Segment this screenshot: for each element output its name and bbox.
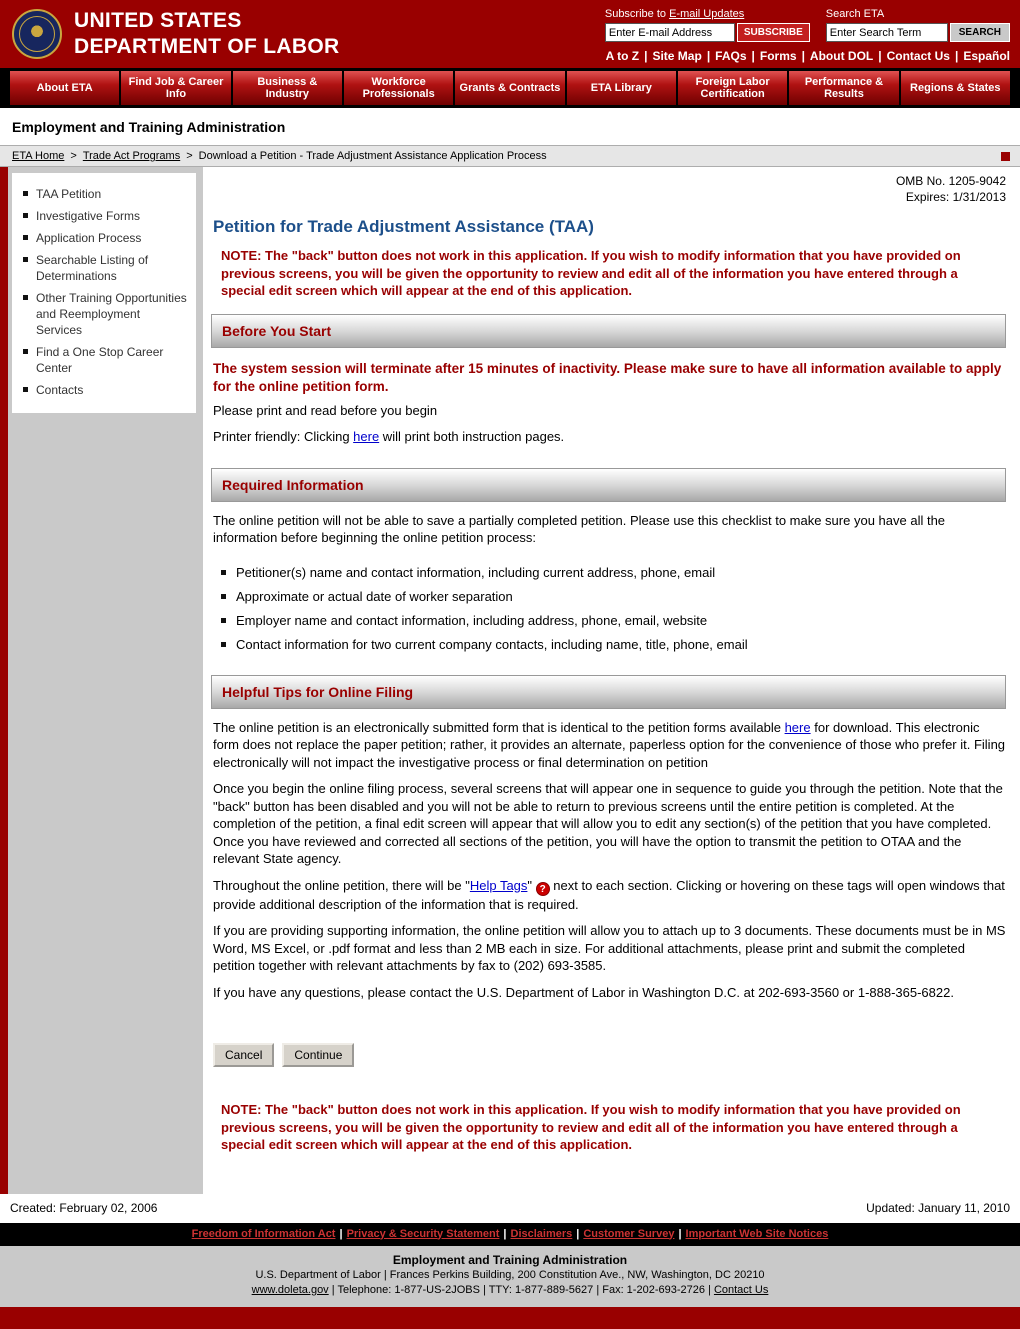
bullet-square-icon [23,213,28,218]
sidebar-item-label: Contacts [36,383,84,397]
primary-nav [0,68,1020,108]
link-important-notices[interactable]: Important Web Site Notices [685,1227,829,1240]
breadcrumb [0,145,1020,167]
tips-paragraph-3 [211,877,1006,914]
bullet-square-icon [221,570,226,575]
created-date: Created: February 02, 2006 [10,1200,158,1215]
agency-line2: DEPARTMENT OF LABOR [74,35,340,58]
sidebar-item-one-stop-career-center[interactable] [18,341,190,379]
print-instruction-line: Please print and read before you begin [213,402,438,418]
bullet-square-icon [221,642,226,647]
sidebar-item-searchable-listing[interactable] [18,249,190,287]
link-site-map[interactable]: Site Map [652,49,702,63]
masthead-right [605,8,1010,64]
print-here-link[interactable]: here [353,429,380,444]
search-label: Search ETA [825,8,885,20]
link-disclaimers[interactable]: Disclaimers [510,1227,573,1240]
section-header-required-information: Required Information [211,468,1006,502]
link-privacy-security[interactable]: Privacy & Security Statement [346,1227,500,1240]
bullet-square-icon [23,349,28,354]
masthead [0,0,1020,68]
sidebar-item-label: Investigative Forms [36,209,141,223]
sidebar-item-investigative-forms[interactable] [18,205,190,227]
subscribe-group [605,8,810,42]
link-contact-us[interactable]: Contact Us [886,49,950,63]
sidebar-item-taa-petition[interactable] [18,183,190,205]
link-customer-survey[interactable]: Customer Survey [583,1227,675,1240]
tips-paragraph-1 [211,719,1006,772]
subscribe-button[interactable]: SUBSCRIBE [737,23,810,42]
sidebar-item-other-training[interactable] [18,287,190,341]
subscribe-label [605,8,810,21]
bullet-square-icon [23,295,28,300]
separator: | [644,49,648,63]
tips-paragraph-5: If you have any questions, please contact the U.S. Department of Labor in Washington D.C. at 202-693-3560 or 1-888-365-6822. [213,984,954,1000]
agency-line1: UNITED STATES [74,9,242,32]
bottom-red-bar [0,1307,1020,1329]
email-input[interactable] [605,23,735,42]
separator: | [954,49,959,63]
separator: | [801,49,805,63]
breadcrumb-trade-act-programs[interactable]: Trade Act Programs [82,150,181,162]
separator: | [678,1227,682,1240]
tips-paragraph-4: If you are providing supporting information, the online petition will allow you to attach up to 3 documents. These documents must be in MS Word, MS Excel, or .pdf format and less than 2 MB each in size. For additional attachments, please print and submit the completed petition together with relevant attachments by fax to (202) 693-3585. [213,923,1006,973]
tab-find-job-career-info[interactable]: Find Job & Career Info [121,71,230,105]
agency-subheader: Employment and Training Administration [12,119,286,135]
page-dates-strip [0,1194,1020,1223]
tab-eta-library[interactable]: ETA Library [567,71,676,105]
breadcrumb-eta-home[interactable]: ETA Home [12,150,65,162]
footer-contact-line [0,1283,1020,1298]
session-timeout-warning: The system session will terminate after 15 minutes of inactivity. Please make sure to have all information available to apply for the online petition form. [213,360,1002,394]
search-button[interactable]: SEARCH [950,23,1010,42]
sidebar-item-label: Application Process [36,231,142,245]
cancel-button[interactable]: Cancel [213,1043,274,1067]
tips-p3-suffix: next to each section. Clicking or hovering on these tags will open windows that provide additional description of the information that is required. [213,877,1005,912]
section-header-helpful-tips: Helpful Tips for Online Filing [211,675,1006,709]
separator: | [339,1227,343,1240]
link-about-dol[interactable]: About DOL [809,49,874,63]
required-info-intro: The online petition will not be able to save a partially completed petition. Please use this checklist to make sure you have all the information before beginning the online petition process: [213,512,946,545]
bullet-square-icon [23,191,28,196]
bullet-square-icon [221,618,226,623]
link-foia[interactable]: Freedom of Information Act [191,1227,336,1240]
search-input[interactable] [826,23,948,42]
email-updates-link[interactable]: E-mail Updates [669,8,745,20]
separator: | [878,49,882,63]
link-faqs[interactable]: FAQs [715,49,747,63]
checklist-item [219,561,1006,585]
tips-p3-mid: " [527,877,536,893]
tips-paragraph-2: Once you begin the online filing process, several screens that will appear one in sequence to guide you through the petition. Note that the "back" button has been disabled and you will not be able to return to previous screens until the entire petition is completed. At the completion of the petition, a final edit screen will appear that will allow you to edit any section(s) of the petition that you have completed. Once you have reviewed and corrected all sections of the petition, you will have the option to transmit the petition to OTAA and the relevant State agency. [213,781,1003,866]
tab-regions-states[interactable]: Regions & States [901,71,1010,105]
sidebar-item-label: Other Training Opportunities and Reemployment Services [36,291,187,337]
breadcrumb-current-page: Download a Petition - Trade Adjustment Assistance Application Process [198,150,547,162]
main-content [203,167,1020,1194]
doleta-gov-link[interactable]: www.doleta.gov [251,1283,329,1296]
separator: | [751,49,755,63]
sidebar-menu [12,173,196,413]
section-header-before-you-start: Before You Start [211,314,1006,348]
link-espanol[interactable]: Español [963,49,1010,63]
tips-p3-prefix: Throughout the online petition, there will be " [213,877,470,893]
tab-performance-results[interactable]: Performance & Results [789,71,898,105]
separator: | [503,1227,507,1240]
breadcrumb-red-square-icon [1001,152,1010,161]
footer-address-line: U.S. Department of Labor | Frances Perkins Building, 200 Constitution Ave., NW, Washington, DC 20210 [255,1268,765,1281]
link-forms[interactable]: Forms [759,49,797,63]
omb-number: OMB No. 1205-9042 [895,174,1006,188]
bullet-square-icon [23,257,28,262]
link-a-to-z[interactable]: A to Z [605,49,640,63]
forms-here-link[interactable]: here [784,719,811,735]
tips-p1-suffix: for download. This electronic form does not replace the paper petition; rather, it provides an alternate, paperless option for the convenience of those who prefer it. Filing electronically will not impact the investigative process or final determination on petition [213,719,1006,770]
checklist-item-text: Petitioner(s) name and contact information, including current address, phone, email [236,564,716,580]
sidebar-item-label: Searchable Listing of Determinations [36,253,149,283]
breadcrumb-separator: > [186,150,193,162]
bullet-square-icon [221,594,226,599]
content-band [0,167,1020,1194]
continue-button[interactable]: Continue [282,1043,354,1067]
form-actions [213,1043,1006,1067]
updated-date: Updated: January 11, 2010 [866,1200,1010,1215]
required-info-checklist [219,561,1006,657]
subscribe-prefix: Subscribe to [604,8,670,20]
tips-p1-prefix: The online petition is an electronically submitted form that is identical to the petition forms available [213,719,785,735]
tab-foreign-labor-certification[interactable]: Foreign Labor Certification [678,71,787,105]
help-tags-link[interactable]: Help Tags [469,877,528,893]
breadcrumb-separator: > [70,150,77,162]
bullet-square-icon [23,235,28,240]
omb-expires: Expires: 1/31/2013 [905,190,1006,204]
checklist-item [219,609,1006,633]
footer-address-block [0,1246,1020,1307]
tab-grants-contracts[interactable]: Grants & Contracts [455,71,564,105]
tab-business-industry[interactable]: Business & Industry [233,71,342,105]
page-title: Petition for Trade Adjustment Assistance (TAA) [213,217,594,236]
checklist-item-text: Employer name and contact information, including address, phone, email, website [236,612,708,628]
bullet-square-icon [23,387,28,392]
footer-org-name: Employment and Training Administration [392,1252,628,1267]
header-quick-links [606,49,1010,63]
footer-links-bar [0,1223,1020,1246]
back-button-note-bottom: NOTE: The "back" button does not work in this application. If you wish to modify information that you have provided on previous screens, you will be given the opportunity to review and edit all of the information you have entered through a special edit screen which will appear at the end of this application. [221,1102,961,1152]
printer-friendly-line [211,428,1006,446]
tab-about-eta[interactable]: About ETA [10,71,119,105]
omb-block [211,171,1006,205]
sidebar-item-label: Find a One Stop Career Center [36,345,164,375]
checklist-item-text: Contact information for two current company contacts, including name, title, phone, email [236,636,748,652]
sidebar-column [8,167,203,1194]
search-group [826,8,1010,42]
printer-prefix: Printer friendly: Clicking [213,429,354,444]
back-button-note-top: NOTE: The "back" button does not work in this application. If you wish to modify information that you have provided on previous screens, you will be given the opportunity to review and edit all of the information you have entered through a special edit screen which will appear at the end of this application. [221,248,961,298]
tab-workforce-professionals[interactable]: Workforce Professionals [344,71,453,105]
checklist-item [219,585,1006,609]
dol-seal-icon [12,9,62,59]
footer-contact-mid: | Telephone: 1-877-US-2JOBS | TTY: 1-877-889-5627 | Fax: 1-202-693-2726 | [328,1283,714,1296]
checklist-item [219,633,1006,657]
sidebar-item-application-process[interactable] [18,227,190,249]
sidebar-item-contacts[interactable] [18,379,190,401]
help-tag-question-icon[interactable]: ? [536,882,550,896]
footer-contact-us-link[interactable]: Contact Us [713,1283,769,1296]
printer-suffix: will print both instruction pages. [379,429,565,444]
sidebar-item-label: TAA Petition [36,187,102,201]
separator: | [576,1227,580,1240]
checklist-item-text: Approximate or actual date of worker separation [236,588,513,604]
separator: | [706,49,711,63]
agency-title [74,8,339,64]
